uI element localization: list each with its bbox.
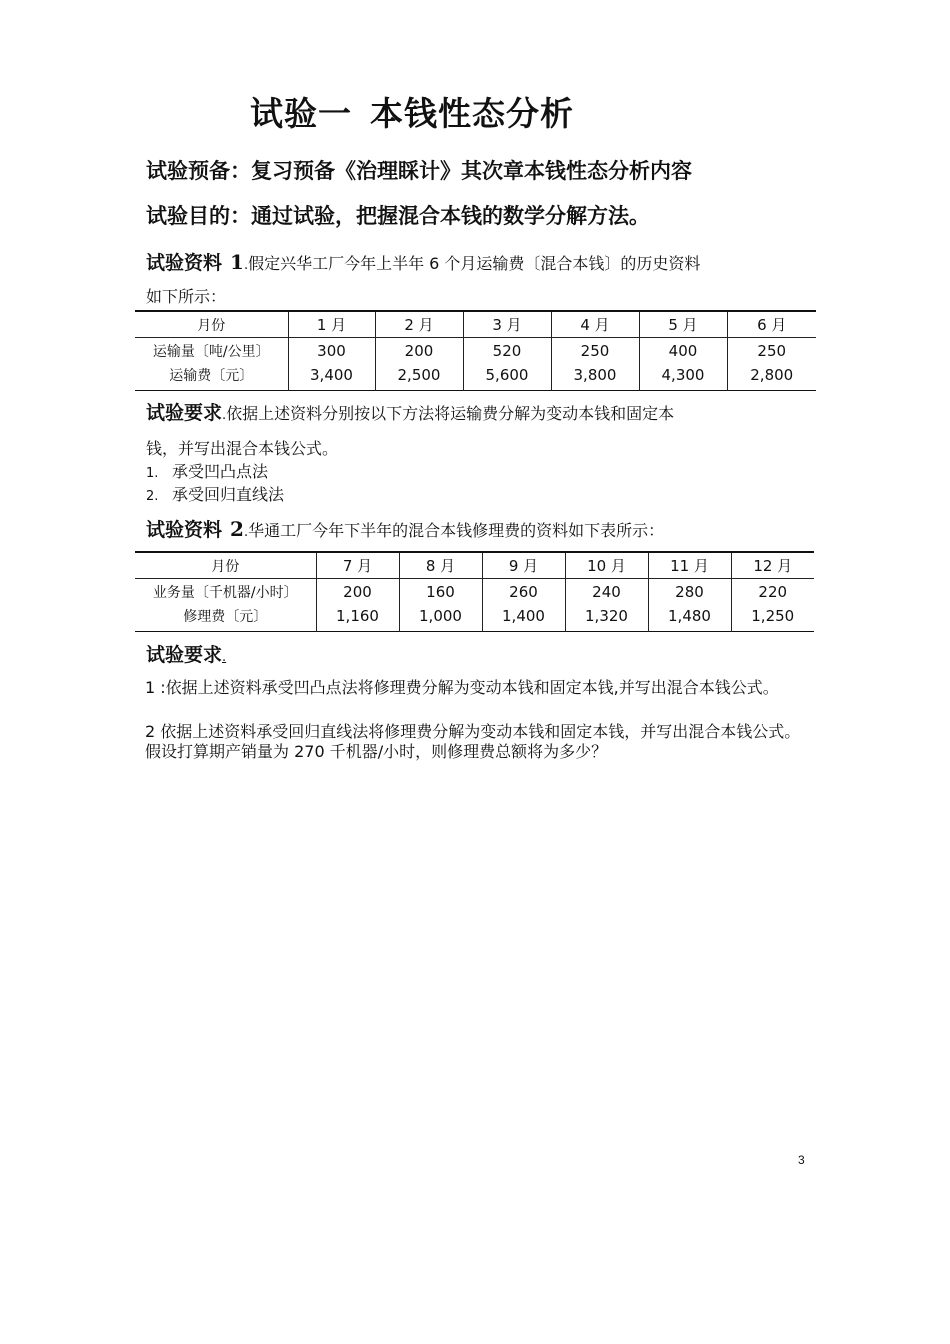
table-cell: 2,500 bbox=[375, 362, 463, 391]
table-header-cell: 10 月 bbox=[565, 552, 648, 579]
table-cell: 520 bbox=[463, 338, 551, 363]
section2-colon: . bbox=[243, 525, 249, 540]
table-header-cell: 7 月 bbox=[316, 552, 399, 579]
table-header-cell: 2 月 bbox=[375, 311, 463, 338]
page-number: 3 bbox=[798, 1153, 805, 1167]
section1-text-line2: 如下所示： bbox=[146, 287, 227, 306]
section2-heading bbox=[146, 515, 664, 542]
table-cell: 4,300 bbox=[639, 362, 727, 391]
table-cell: 运输费〔元〕 bbox=[169, 368, 254, 384]
list-item-text: 承受回归直线法 bbox=[172, 485, 285, 504]
list-item-text: 承受凹凸点法 bbox=[172, 462, 269, 481]
section2-req-label: 试验要求 bbox=[146, 644, 223, 666]
table-row bbox=[135, 338, 816, 363]
table-cell: 400 bbox=[639, 338, 727, 363]
section1-req-colon: . bbox=[222, 408, 227, 423]
table-cell: 1,400 bbox=[482, 603, 565, 632]
section1-heading-label: 试验资料 bbox=[146, 252, 223, 274]
table-cell: 250 bbox=[727, 338, 816, 363]
table-header-cell: 月份 bbox=[135, 311, 288, 338]
table-header-cell: 8 月 bbox=[399, 552, 482, 579]
table-header-cell: 12 月 bbox=[731, 552, 814, 579]
table-cell: 3,800 bbox=[551, 362, 639, 391]
table-header-cell: 9 月 bbox=[482, 552, 565, 579]
list-item-number: 1. bbox=[146, 466, 159, 481]
section2-text: 华通工厂今年下半年的混合本钱修理费的资料如下表所示： bbox=[248, 521, 665, 540]
list-item bbox=[146, 459, 268, 482]
section1-text-line1: 假定兴华工厂今年上半年 6 个月运输费〔混合本钱〕的历史资料 bbox=[248, 254, 701, 273]
section1-req-text-line1: 依据上述资料分别按以下方法将运输费分解为变动本钱和固定本 bbox=[226, 404, 675, 423]
table-cell: 5,600 bbox=[463, 362, 551, 391]
requirement-paragraph-1: 1 :依据上述资料承受凹凸点法将修理费分解为变动本钱和固定本钱,并写出混合本钱公式。 bbox=[145, 678, 779, 697]
title-part1: 试验一 bbox=[250, 94, 352, 133]
goal-line: 试验目的：通过试验，把握混合本钱的数学分解方法。 bbox=[146, 204, 650, 228]
table-header-cell: 6 月 bbox=[727, 311, 816, 338]
table-cell: 1,480 bbox=[648, 603, 731, 632]
table-cell: 业务量〔千机器/小时〕 bbox=[152, 585, 298, 601]
table-cell: 220 bbox=[731, 579, 814, 604]
table-cell: 2,800 bbox=[727, 362, 816, 391]
table-cell: 200 bbox=[375, 338, 463, 363]
table-cell: 240 bbox=[565, 579, 648, 604]
table-header-cell: 1 月 bbox=[288, 311, 375, 338]
transport-table bbox=[135, 310, 816, 391]
table-header-cell: 5 月 bbox=[639, 311, 727, 338]
table-header-cell: 11 月 bbox=[648, 552, 731, 579]
section2-heading-label: 试验资料 bbox=[146, 519, 223, 541]
table-header-row bbox=[135, 552, 814, 579]
table-cell: 250 bbox=[551, 338, 639, 363]
table-cell: 280 bbox=[648, 579, 731, 604]
section1-req-label: 试验要求 bbox=[146, 402, 223, 424]
list-item bbox=[146, 482, 284, 505]
repair-table bbox=[135, 551, 814, 632]
section2-heading-num: 2 bbox=[230, 517, 244, 541]
prep-line: 试验预备：复习预备《治理睬计》其次章本钱性态分析内容 bbox=[146, 159, 692, 183]
table-cell: 1,320 bbox=[565, 603, 648, 632]
section1-heading bbox=[146, 248, 700, 275]
table-header-cell: 月份 bbox=[135, 552, 316, 579]
table-cell: 3,400 bbox=[288, 362, 375, 391]
table-cell: 运输量〔吨/公里〕 bbox=[152, 344, 270, 360]
table-header-row bbox=[135, 311, 816, 338]
list-item-number: 2. bbox=[146, 489, 159, 504]
requirement-paragraph-2: 2 依据上述资料承受回归直线法将修理费分解为变动本钱和固定本钱，并写出混合本钱公式。假设打算期产销量为 270 千机器/小时，则修理费总额将为多少？ bbox=[145, 722, 801, 761]
table-cell: 260 bbox=[482, 579, 565, 604]
table-row bbox=[135, 603, 814, 632]
table-header-cell: 3 月 bbox=[463, 311, 551, 338]
table-cell: 1,250 bbox=[731, 603, 814, 632]
section2-requirements-heading bbox=[146, 640, 226, 667]
table-cell: 修理费〔元〕 bbox=[183, 609, 268, 625]
section2-req-colon: . bbox=[222, 650, 227, 665]
section1-heading-num: 1 bbox=[230, 250, 244, 274]
table-cell: 1,000 bbox=[399, 603, 482, 632]
table-cell: 200 bbox=[316, 579, 399, 604]
section1-colon: . bbox=[243, 258, 249, 273]
title-part2: 本钱性态分析 bbox=[370, 94, 574, 133]
section1-requirements-heading bbox=[146, 398, 674, 425]
page-title bbox=[250, 88, 574, 135]
table-cell: 300 bbox=[288, 338, 375, 363]
table-row bbox=[135, 362, 816, 391]
table-row bbox=[135, 579, 814, 604]
table-header-cell: 4 月 bbox=[551, 311, 639, 338]
table-cell: 160 bbox=[399, 579, 482, 604]
section1-req-text-line2: 钱，并写出混合本钱公式。 bbox=[146, 439, 339, 458]
table-cell: 1,160 bbox=[316, 603, 399, 632]
